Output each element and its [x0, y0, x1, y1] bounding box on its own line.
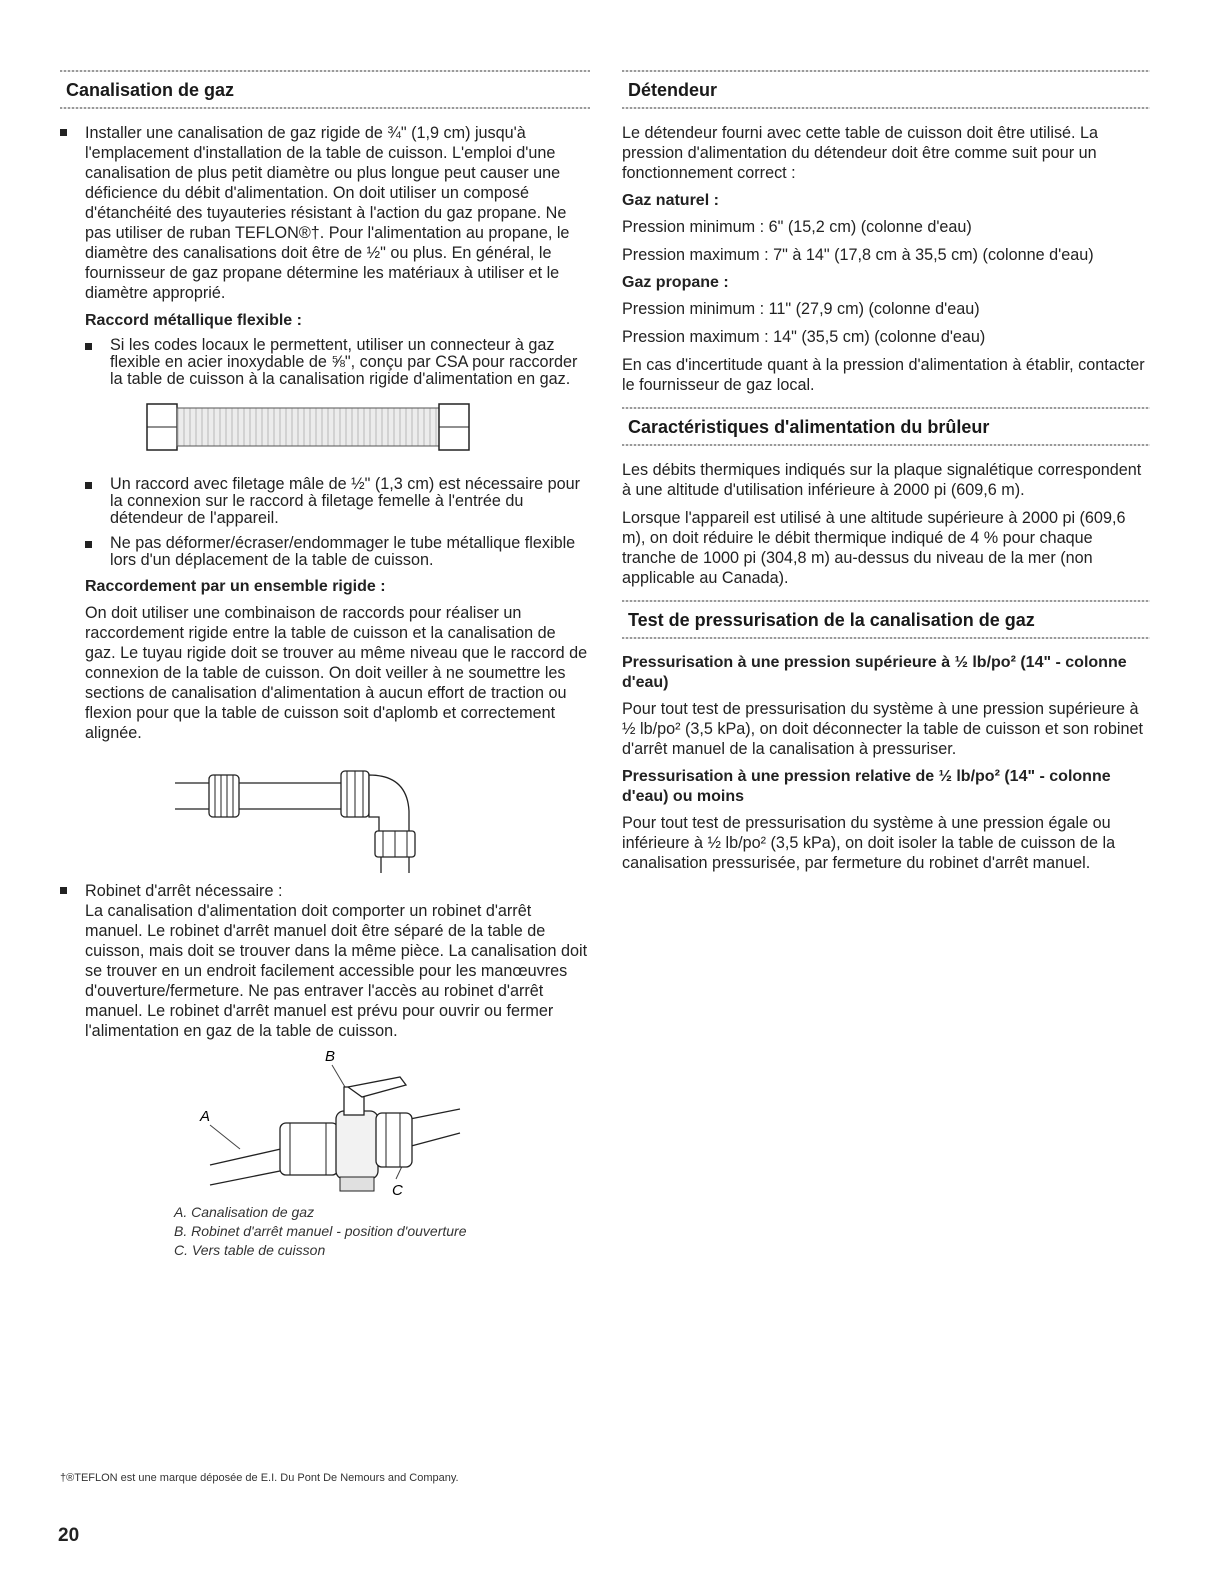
propane-min: Pression minimum : 11" (27,9 cm) (colonne d'eau) [622, 300, 980, 318]
gas-line-list [60, 123, 590, 303]
regulator-intro: Le détendeur fourni avec cette table de cuisson doit être utilisé. La pression d'alimentation du détendeur doit être comme suit pour un fonctionnement correct : [622, 124, 1099, 182]
list-item: Un raccord avec filetage mâle de ½" (1,3 cm) est nécessaire pour la connexion sur le raccord à filetage femelle à l'entrée du détendeur de l'appareil. [85, 476, 590, 527]
subheading: Raccord métallique flexible : [85, 312, 302, 329]
page-number: 20 [58, 1525, 80, 1546]
flexible-connector-list [85, 337, 590, 388]
natural-gas-max: Pression maximum : 7" à 14" (17,8 cm à 35,5 cm) (colonne d'eau) [622, 246, 1094, 264]
label-c: C [392, 1182, 403, 1199]
shutoff-valve-illustration [100, 1049, 520, 1199]
subheading-natural-gas: Gaz naturel : [622, 192, 719, 209]
section-header-pressure-test [622, 596, 1150, 639]
section-title: Canalisation de gaz [66, 80, 235, 100]
list-item [60, 881, 590, 1041]
section-title: Détendeur [628, 80, 718, 100]
subheading-test-above: Pressurisation à une pression supérieure à ½ lb/po² (14" - colonne d'eau) [622, 654, 1127, 691]
flexible-connector-block [60, 311, 590, 873]
caption-a: A. Canalisation de gaz [174, 1204, 315, 1220]
shutoff-valve-list [60, 881, 590, 1041]
footnote: †®TEFLON est une marque déposée de E.I. Du Pont De Nemours and Company. [60, 1472, 459, 1484]
propane-max: Pression maximum : 14" (35,5 cm) (colonne d'eau) [622, 328, 986, 346]
burner-paragraph-2: Lorsque l'appareil est utilisé à une altitude supérieure à 2000 pi (609,6 m), on doit réduire le débit thermique indiqué de 4 % pour chaque tranche de 1000 pi (304,8 m) au-dessus du niveau de la mer (non applicable au Canada). [622, 509, 1126, 587]
test-below-paragraph: Pour tout test de pressurisation du système à une pression égale ou inférieure à ½ lb/po² (3,5 kPa), on doit isoler la table de cuisson de la canalisation pressurisée, par fermeture du robinet d'arrêt manuel. [622, 814, 1116, 872]
list-item: Ne pas déformer/écraser/endommager le tube métallique flexible lors d'un déplacement de la table de cuisson. [85, 535, 590, 569]
flexible-connector-list-2 [85, 476, 590, 569]
rigid-pipe-illustration [175, 753, 435, 873]
subheading-test-below: Pressurisation à une pression relative de ½ lb/po² (14" - colonne d'eau) ou moins [622, 768, 1111, 805]
list-item: Installer une canalisation de gaz rigide de ¾" (1,9 cm) jusqu'à l'emplacement d'installation de la table de cuisson. L'emploi d'une canalisation de plus petit diamètre ou plus longue peut causer une déficience du débit d'alimentation. On doit utiliser un composé d'étanchéité des tuyauteries résistant à l'action du gaz propane. Ne pas utiliser de ruban TEFLON®†. Pour l'alimentation au propane, le diamètre des canalisations doit être de ½" ou plus. En général, le fournisseur de gaz propane détermine les matériaux à utiliser et le diamètre approprié. [60, 123, 590, 303]
section-header-burner [622, 403, 1150, 446]
burner-paragraph-1: Les débits thermiques indiqués sur la plaque signalétique correspondent à une altitude d'utilisation inférieure à 2000 pi (609,6 m). [622, 461, 1142, 499]
flexible-connector-illustration [145, 398, 485, 462]
rigid-connection-paragraph: On doit utiliser une combinaison de raccords pour réaliser un raccordement rigide entre la table de cuisson et la canalisation de gaz. Le tuyau rigide doit se trouver au même niveau que le raccord de connexion de la table de cuisson. On doit veiller à ne soumettre les sections de canalisation d'alimentation à aucun effort de traction ou flexion pour que la table de cuisson soit d'aplomb et correctement alignée. [85, 604, 588, 742]
subheading: Raccordement par un ensemble rigide : [85, 578, 386, 595]
natural-gas-min: Pression minimum : 6" (15,2 cm) (colonne d'eau) [622, 218, 972, 236]
caption-c: C. Vers table de cuisson [174, 1242, 326, 1258]
section-header-regulator [622, 66, 1150, 109]
valve-text: La canalisation d'alimentation doit comporter un robinet d'arrêt manuel. Le robinet d'arrêt manuel doit être séparé de la table de cuisson, mais doit se trouver dans la même pièce. La canalisation doit se trouver en un endroit facilement accessible pour les manœuvres d'ouverture/fermeture. Ne pas entraver l'accès au robinet d'arrêt manuel. Le robinet d'arrêt manuel est prévu pour ouvrir ou fermer l'alimentation en gaz de la table de cuisson. [85, 902, 588, 1040]
regulator-outro: En cas d'incertitude quant à la pression d'alimentation à établir, contacter le fournisseur de gaz local. [622, 356, 1145, 394]
valve-title: Robinet d'arrêt nécessaire : [85, 882, 283, 900]
test-above-paragraph: Pour tout test de pressurisation du système à une pression supérieure à ½ lb/po² (3,5 kPa), on doit déconnecter la table de cuisson et son robinet d'arrêt manuel de la canalisation à pressuriser. [622, 700, 1144, 758]
section-header-gas-line [60, 66, 590, 109]
label-a: A [200, 1108, 211, 1125]
figure-captions [60, 1203, 590, 1260]
label-b: B [325, 1049, 336, 1065]
left-column [60, 66, 590, 1260]
caption-b: B. Robinet d'arrêt manuel - position d'ouverture [174, 1223, 467, 1239]
subheading-propane: Gaz propane : [622, 274, 729, 291]
section-title: Test de pressurisation de la canalisation de gaz [628, 610, 1035, 630]
list-item: Si les codes locaux le permettent, utiliser un connecteur à gaz flexible en acier inoxydable de ⅝", conçu par CSA pour raccorder la table de cuisson à la canalisation rigide d'alimentation en gaz. [85, 337, 590, 388]
section-title: Caractéristiques d'alimentation du brûleur [628, 417, 990, 437]
right-column [622, 66, 1150, 881]
